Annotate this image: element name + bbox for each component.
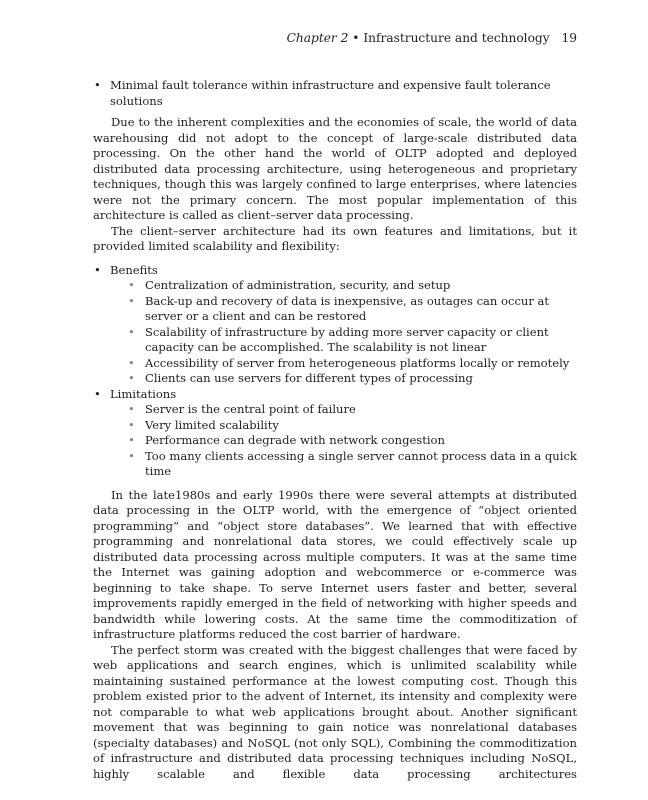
body-text xyxy=(93,78,577,782)
sub-bullet-icon: • xyxy=(128,371,135,385)
list-item-text: Minimal fault tolerance within infrastructure and expensive fault tolerance solutions xyxy=(110,78,551,108)
list-item-text: Server is the central point of failure xyxy=(145,402,356,416)
benefits-sublist xyxy=(128,278,577,387)
list-item-text: Accessibility of server from heterogeneous platforms locally or remotely xyxy=(145,355,570,370)
list-item xyxy=(128,433,577,449)
list-item xyxy=(128,356,577,372)
list-item xyxy=(128,402,577,418)
list-item-text: Clients can use servers for different types of processing xyxy=(145,371,473,385)
list-item xyxy=(128,325,577,356)
running-head xyxy=(287,31,577,45)
list-item xyxy=(128,294,577,325)
bullet-icon: • xyxy=(94,386,101,401)
list-item-text: Scalability of infrastructure by adding more server capacity or client capacity can be accomplished. The scalability is not linear xyxy=(145,324,549,354)
header-separator: • xyxy=(352,31,360,45)
paragraph: The perfect storm was created with the biggest challenges that were faced by web applications and search engines, which is unlimited scalability while maintaining sustained performance at the lowest computing cost. Though this problem existed prior to the advent of Internet, its intensity and complexity were not comparable to what web applications brought about. Another significant movement that was beginning to gain notice was nonrelational databases (specialty databases) and NoSQL (not only SQL), Combining the commoditization of infrastructure and distributed data processing techniques including NoSQL, highly scalable and flexible data processing architectures xyxy=(93,642,577,781)
sub-bullet-icon: • xyxy=(128,417,135,432)
list-item-text: Very limited scalability xyxy=(145,417,279,432)
bullet-icon: • xyxy=(94,262,101,277)
paragraph: Due to the inherent complexities and the economies of scale, the world of data warehousing did not adopt to the concept of large-scale distributed data processing. On the other hand the world of OLTP adopted and deployed distributed data processing architecture, using heterogeneous and proprietary techniques, though this was largely confined to large enterprises, where latencies were not the primary concern. The most popular implementation of this architecture is called as client–server data processing. xyxy=(93,115,577,222)
sub-bullet-icon: • xyxy=(128,448,135,463)
intro-list xyxy=(93,78,577,109)
sub-bullet-icon: • xyxy=(128,402,135,416)
sub-bullet-icon: • xyxy=(128,324,135,339)
list-item-text: Too many clients accessing a single server cannot process data in a quick time xyxy=(145,448,577,478)
limitations-sublist xyxy=(128,402,577,480)
bullet-icon: • xyxy=(94,78,101,92)
list-item xyxy=(128,278,577,294)
limitations-heading: Limitations xyxy=(110,386,177,401)
benefits-item xyxy=(93,263,577,387)
list-item xyxy=(128,449,577,480)
features-list xyxy=(93,263,577,480)
limitations-item xyxy=(93,387,577,480)
section-title: Infrastructure and technology xyxy=(363,31,550,45)
sub-bullet-icon: • xyxy=(128,278,135,292)
benefits-heading: Benefits xyxy=(110,262,158,277)
paragraph: In the late1980s and early 1990s there were several attempts at distributed data processing in the OLTP world, with the emergence of “object oriented programming” and “object store databases”. We learned that with effective programming and nonrelational data stores, we could effectively scale up distributed data processing across multiple computers. It was at the same time the Internet was gaining adoption and webcommerce or e-commerce was beginning to take shape. To serve Internet users faster and better, several improvements rapidly emerged in the field of networking with higher speeds and bandwidth while lowering costs. At the same time the commoditization of infrastructure platforms reduced the cost barrier of hardware. xyxy=(93,487,577,641)
page-number: 19 xyxy=(561,31,577,45)
list-item-text: Back-up and recovery of data is inexpensive, as outages can occur at server or a client and can be restored xyxy=(145,293,550,323)
paragraph: The client–server architecture had its own features and limitations, but it provided limited scalability and flexibility: xyxy=(93,223,577,253)
sub-bullet-icon: • xyxy=(128,293,135,308)
list-item-text: Centralization of administration, security, and setup xyxy=(145,278,451,292)
list-item xyxy=(93,78,577,109)
chapter-label: Chapter 2 xyxy=(286,31,349,45)
sub-bullet-icon: • xyxy=(128,433,135,447)
list-item-text: Performance can degrade with network congestion xyxy=(145,433,445,447)
list-item xyxy=(128,418,577,434)
list-item xyxy=(128,371,577,387)
sub-bullet-icon: • xyxy=(128,355,135,370)
